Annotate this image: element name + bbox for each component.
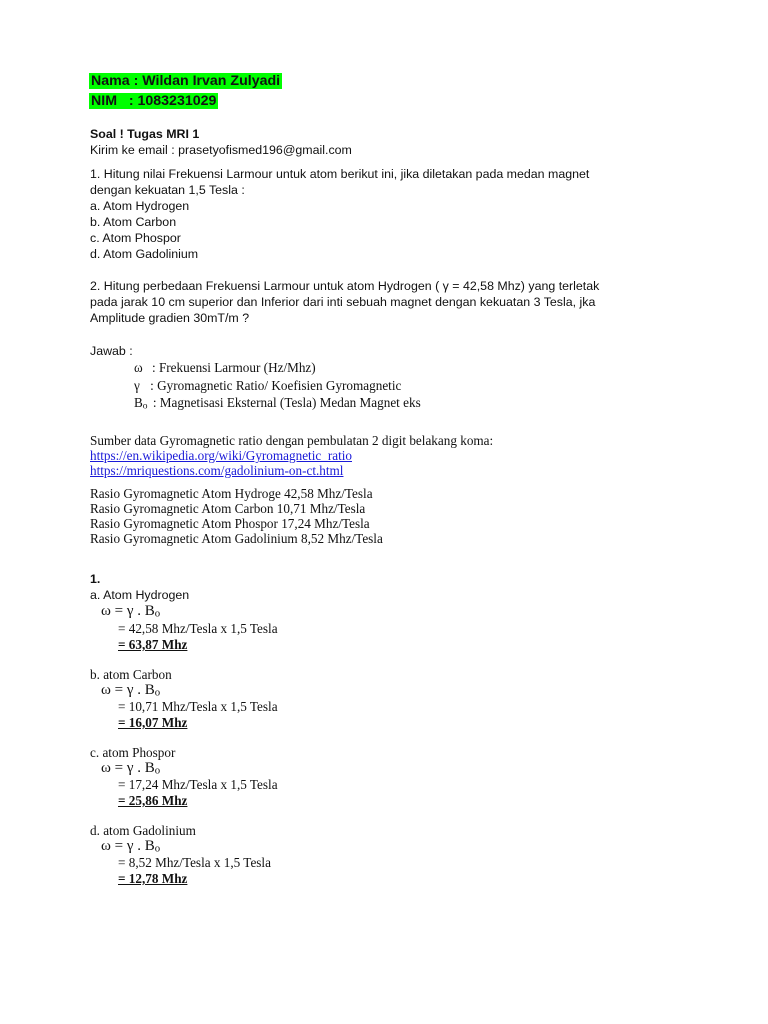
q1-line1: 1. Hitung nilai Frekuensi Larmour untuk atom berikut ini, jika diletakan pada medan magnet	[90, 167, 590, 181]
answer-c-calc: = 17,24 Mhz/Tesla x 1,5 Tesla	[118, 777, 278, 792]
answer-number: 1.	[90, 572, 101, 586]
b0-symbol: Bo	[134, 395, 148, 412]
def-gamma-text: : Gyromagnetic Ratio/ Koefisien Gyromagnetic	[150, 378, 402, 393]
student-nim	[89, 92, 218, 110]
answer-a-result: = 63,87 Mhz	[118, 637, 188, 652]
wikipedia-link[interactable]: https://en.wikipedia.org/wiki/Gyromagnetic_ratio	[90, 448, 352, 463]
answer-a-label: a. Atom Hydrogen	[90, 588, 190, 602]
q1-item-c: c. Atom Phospor	[90, 231, 181, 245]
def-omega-text: : Frekuensi Larmour (Hz/Mhz)	[151, 360, 316, 375]
gamma-symbol: γ	[134, 378, 140, 393]
def-b0	[134, 395, 421, 411]
q1-item-a: a. Atom Hydrogen	[90, 199, 190, 213]
q2-line1: 2. Hitung perbedaan Frekuensi Larmour untuk atom Hydrogen ( γ = 42,58 Mhz) yang terletak	[90, 279, 600, 293]
def-omega	[134, 360, 316, 376]
def-gamma	[134, 378, 401, 394]
student-name	[89, 72, 282, 90]
mriquestions-link[interactable]: https://mriquestions.com/gadolinium-on-ct.html	[90, 463, 344, 478]
q1-item-b: b. Atom Carbon	[90, 215, 177, 229]
ratio-carbon: Rasio Gyromagnetic Atom Carbon 10,71 Mhz/Tesla	[90, 501, 366, 516]
answer-a-calc: = 42,58 Mhz/Tesla x 1,5 Tesla	[118, 621, 278, 636]
omega-symbol: ω	[134, 360, 143, 375]
q1-item-d: d. Atom Gadolinium	[90, 247, 199, 261]
answer-b-result: = 16,07 Mhz	[118, 715, 188, 730]
ratio-gadolinium: Rasio Gyromagnetic Atom Gadolinium 8,52 Mhz/Tesla	[90, 531, 383, 546]
answer-c-label: c. atom Phospor	[90, 745, 176, 760]
ratio-hydrogen: Rasio Gyromagnetic Atom Hydroge 42,58 Mhz/Tesla	[90, 486, 373, 501]
task-email: Kirim ke email : prasetyofismed196@gmail.com	[90, 143, 352, 157]
def-b0-text: : Magnetisasi Eksternal (Tesla) Medan Magnet eks	[152, 395, 421, 410]
jawab-label: Jawab :	[90, 344, 133, 358]
q2-line3: Amplitude gradien 30mT/m ?	[90, 311, 250, 325]
student-nim-text: NIM : 1083231029	[91, 93, 217, 109]
answer-d-formula: ω = γ . Bo	[101, 838, 161, 855]
ratio-phospor: Rasio Gyromagnetic Atom Phospor 17,24 Mhz/Tesla	[90, 516, 370, 531]
answer-b-label: b. atom Carbon	[90, 667, 172, 682]
task-title: Soal ! Tugas MRI 1	[90, 127, 200, 141]
answer-c-formula: ω = γ . Bo	[101, 760, 161, 777]
q2-line2: pada jarak 10 cm superior dan Inferior dari inti sebuah magnet dengan kekuatan 3 Tesla, jka	[90, 295, 596, 309]
answer-b-formula: ω = γ . Bo	[101, 682, 161, 699]
answer-d-calc: = 8,52 Mhz/Tesla x 1,5 Tesla	[118, 855, 271, 870]
sources-intro: Sumber data Gyromagnetic ratio dengan pembulatan 2 digit belakang koma:	[90, 433, 494, 448]
answer-d-result: = 12,78 Mhz	[118, 871, 188, 886]
answer-d-label: d. atom Gadolinium	[90, 823, 196, 838]
answer-a-formula: ω = γ . Bo	[101, 603, 161, 620]
q1-line2: dengan kekuatan 1,5 Tesla :	[90, 183, 245, 197]
answer-c-result: = 25,86 Mhz	[118, 793, 188, 808]
student-name-text: Nama : Wildan Irvan Zulyadi	[91, 73, 281, 89]
answer-b-calc: = 10,71 Mhz/Tesla x 1,5 Tesla	[118, 699, 278, 714]
